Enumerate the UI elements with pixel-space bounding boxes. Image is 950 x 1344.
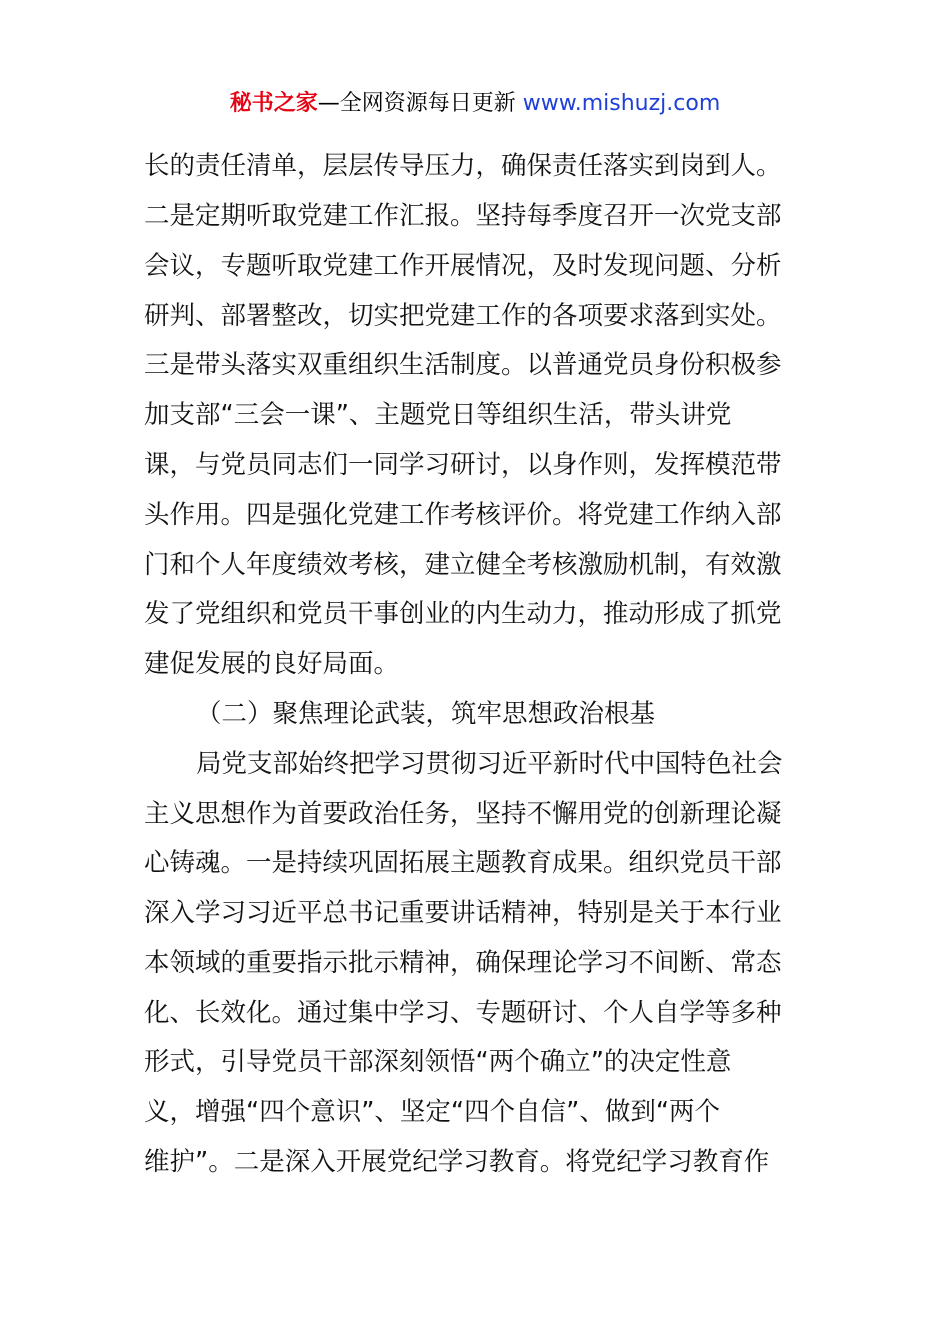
body-text-line: 局党支部始终把学习贯彻习近平新时代中国特色社会 — [196, 749, 783, 779]
page-header — [0, 86, 950, 122]
body-text-line: 研判、部署整改，切实把党建工作的各项要求落到实处。 — [144, 301, 782, 331]
body-text-line: 头作用。四是强化党建工作考核评价。将党建工作纳入部 — [144, 500, 782, 530]
body-text-line: 深入学习习近平总书记重要讲话精神，特别是关于本行业 — [144, 898, 782, 928]
body-text-line: 三是带头落实双重组织生活制度。以普通党员身份积极参 — [144, 350, 782, 380]
header-tagline: —全网资源每日更新 — [317, 91, 523, 116]
body-text-line: 主义思想作为首要政治任务，坚持不懈用党的创新理论凝 — [144, 799, 782, 829]
body-text-line: 发了党组织和党员干事创业的内生动力，推动形成了抓党 — [144, 599, 782, 629]
body-text-line: 课，与党员同志们一同学习研讨，以身作则，发挥模范带 — [144, 450, 782, 480]
body-text-line: 形式，引导党员干部深刻领悟“两个确立”的决定性意 — [144, 1047, 732, 1077]
body-text-line: 本领域的重要指示批示精神，确保理论学习不间断、常态 — [144, 948, 782, 978]
body-text-line: 建促发展的良好局面。 — [144, 649, 400, 679]
body-text-line: 长的责任清单，层层传导压力，确保责任落实到岗到人。 — [144, 151, 782, 181]
header-url-link[interactable]: www.mishuzj.com — [522, 91, 721, 116]
header-brand: 秘书之家 — [229, 91, 318, 116]
body-text-line: 会议，专题听取党建工作开展情况，及时发现问题、分析 — [144, 251, 782, 281]
body-text-line: 维护”。二是深入开展党纪学习教育。将党纪学习教育作 — [144, 1147, 770, 1177]
body-text-line: 义，增强“四个意识”、坚定“四个自信”、做到“两个 — [144, 1097, 721, 1127]
body-text-line: 加支部“三会一课”、主题党日等组织生活，带头讲党 — [144, 400, 732, 430]
body-text-line: 二是定期听取党建工作汇报。坚持每季度召开一次党支部 — [144, 201, 782, 231]
body-text-line: 化、长效化。通过集中学习、专题研讨、个人自学等多种 — [144, 998, 782, 1028]
body-text-line: 心铸魂。一是持续巩固拓展主题教育成果。组织党员干部 — [144, 848, 782, 878]
section-heading: （二）聚焦理论武装，筑牢思想政治根基 — [196, 699, 656, 729]
body-text-line: 门和个人年度绩效考核，建立健全考核激励机制，有效激 — [144, 550, 782, 580]
